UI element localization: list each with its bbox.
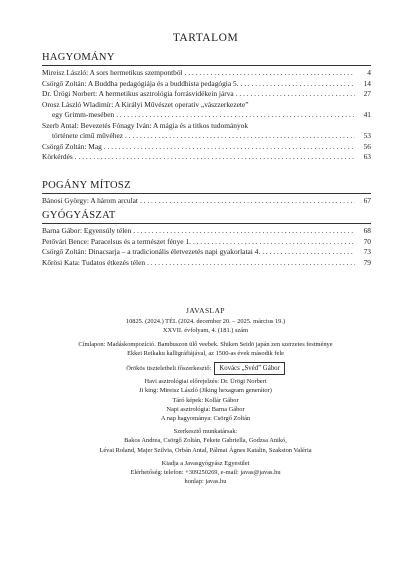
section-title: HAGYOMÁNY <box>42 52 371 66</box>
dot-leader <box>75 152 355 163</box>
toc-entry[interactable]: Kőrösi Kata: Tudatos étkezés télen . . . 79 <box>42 258 371 269</box>
journal-name: JAVASLAP <box>185 306 226 315</box>
page-number: 63 <box>363 152 371 161</box>
toc-entry[interactable]: Dr. Ürögi Norbert: A hermetikus asztrológia forrásvidékein járva . . . 27 <box>42 89 371 100</box>
issue-line: 10825. (2024.) TÉL (2024. december 20. – 2025. március 19.) <box>125 318 286 326</box>
homepage-link[interactable]: honlap: javas.hu <box>184 478 227 486</box>
toc-section-hagyomany <box>42 52 371 163</box>
toc-entry[interactable]: Bánosi György: A három arculat . . . 67 <box>42 196 371 207</box>
page-number: 53 <box>363 131 371 140</box>
staff-line: Lévai Roland, Majer Szilvia, Orbán Antal, Pálmai Ágnes Katalin, Szakston Valéria <box>99 446 312 454</box>
section-title: POGÁNY MÍTOSZ <box>42 180 371 194</box>
dot-leader <box>262 247 355 258</box>
page-number: 14 <box>363 78 371 88</box>
colophon <box>30 306 381 486</box>
toc-entry[interactable]: Mireisz László: A sors hermetikus szempontból . . . 4 <box>42 68 371 79</box>
page-title: TARTALOM <box>172 32 239 44</box>
contact-info[interactable]: Elérhetőség: telefon: +309250269, e-mail: javas@javas.hu <box>130 469 281 477</box>
daily-astro-credit: Napi asztrológia: Barna Gábor <box>166 405 245 413</box>
cover-caption-line: Címlapon: Madáskompozíció. Bambuszon ülő veebek. Shiken Seidō japán zen szerzetes festménye <box>78 340 333 348</box>
volume-line: XXVII. évfolyam, 4. (181.) szám <box>162 327 249 335</box>
toc-entry[interactable]: Csörgő Zoltán: Dinacsarja – a tradicionális életvezetés napi gyakorlatai 4. . . . 73 <box>42 247 371 258</box>
section-title: GYÓGYÁSZAT <box>42 210 371 224</box>
page-number: 67 <box>363 196 371 205</box>
toc-entry[interactable]: Barna Gábor: Egyensúly télen . . . 68 <box>42 226 371 237</box>
page-number: 79 <box>363 257 371 267</box>
staff-line: Bakos Andrea, Csörgő Zoltán, Fekete Gabriella, Godzsa Anikó, <box>124 437 287 445</box>
toc-entry[interactable]: Orosz László Wladimír: A Királyi Művészet operatív „vászzerkezete” egy Grimm-mesében . . . 41 <box>42 100 371 121</box>
dot-leader <box>104 142 355 153</box>
publisher: Kiadja a Javasgyógyász Egyesület <box>161 459 250 467</box>
toc-section-gyogyaszat <box>42 210 371 268</box>
cover-caption-line: Ekkei Reikaku kalligráfiájával, az 1500-as évek második fele <box>127 349 284 357</box>
jiking-credit: Ji king: Mireisz László (Jiking hexagram generátor) <box>139 387 272 395</box>
page-number: 56 <box>363 141 371 151</box>
staff-label: Szerkesztő munkatársak: <box>173 428 238 436</box>
page-number: 68 <box>363 226 371 235</box>
toc-entry[interactable]: Csörgő Zoltán: Mag . . . 56 <box>42 142 371 153</box>
images-credit: Táró képek: Kollár Gábor <box>172 396 239 404</box>
dot-leader <box>140 196 355 207</box>
page-number: 73 <box>363 247 371 256</box>
page-number: 41 <box>363 110 371 119</box>
toc-entry[interactable]: Petővári Bence: Paracelsus és a természet fénye 1. . . . 70 <box>42 237 371 248</box>
dot-leader <box>185 68 355 79</box>
page-number: 4 <box>367 68 371 77</box>
dot-leader <box>193 237 355 248</box>
toc-section-pogany-mitosz <box>42 180 371 207</box>
toc-entry[interactable]: Szerb Antal: Bevezetés Fónagy Iván: A mágia és a titkos tudományok története című művéhez . . . 53 <box>42 121 371 142</box>
founder-name-box: Kovács „Svéd” Gábor <box>214 362 284 375</box>
founder-label: Örökös tiszteletbeli főszerkesztő: <box>126 365 212 373</box>
dot-leader <box>241 79 355 90</box>
page-number: 70 <box>363 236 371 246</box>
toc-entry[interactable]: Csörgő Zoltán: A Buddha pedagógiája és a buddhista pedagógia 5. . . . 14 <box>42 79 371 90</box>
dot-leader <box>147 258 355 269</box>
toc-entry[interactable]: Körkérdés . . . 63 <box>42 152 371 163</box>
dot-leader <box>116 110 355 121</box>
dot-leader <box>133 226 355 237</box>
daily-tradition-credit: A nap hagyománya: Csörgő Zoltán <box>160 415 251 423</box>
founder-row <box>30 362 381 375</box>
dot-leader <box>125 131 355 142</box>
dot-leader <box>236 89 355 100</box>
astro-editor: Havi asztrológiai előrejelzés: Dr. Ürögi Norbert <box>144 378 267 386</box>
page-number: 27 <box>363 89 371 98</box>
